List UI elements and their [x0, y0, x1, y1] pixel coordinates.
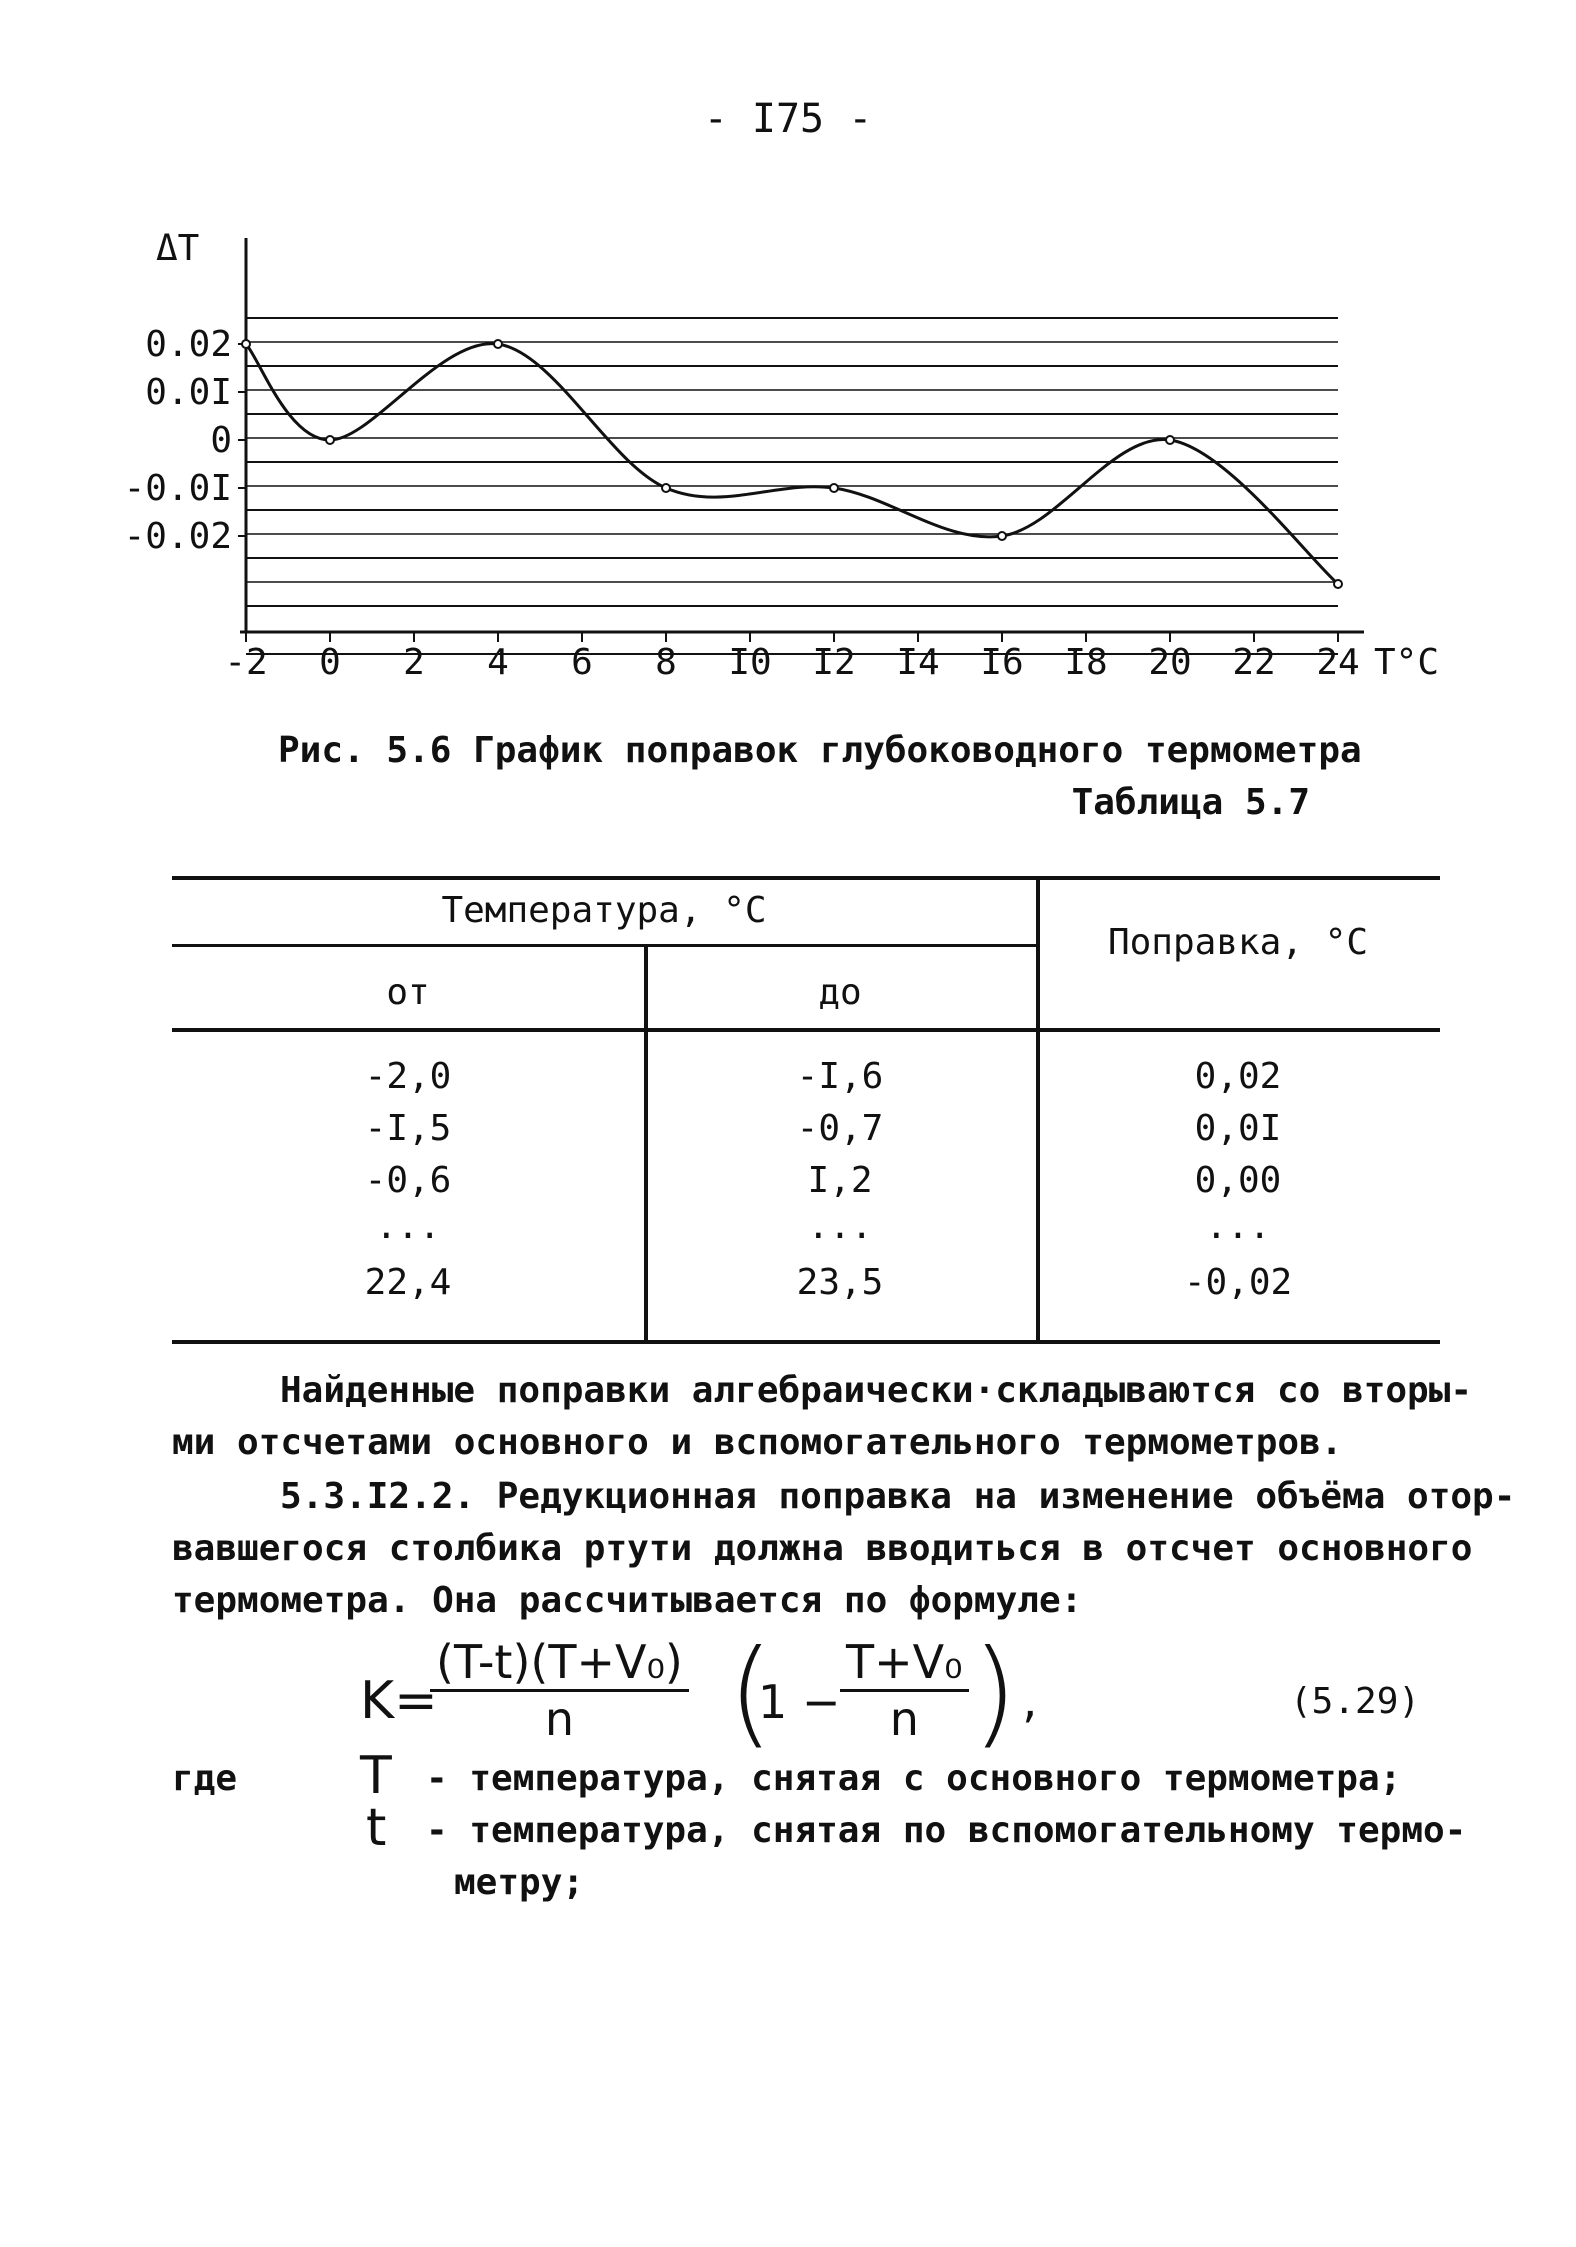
series-line — [246, 344, 1338, 584]
page-number: - I75 - — [703, 96, 873, 142]
table-cell: -I,6 — [796, 1056, 884, 1097]
symbol-T: T — [360, 1746, 392, 1806]
fraction-1 — [430, 1635, 689, 1746]
table-cell: 23,5 — [796, 1262, 884, 1303]
x-tick-label: 8 — [655, 642, 677, 683]
x-axis-label: T°C — [1374, 642, 1440, 683]
data-point — [242, 340, 250, 348]
definition-t-cont: метру; — [454, 1862, 585, 1903]
definition-t: - температура, снятая по вспомогательному термо- — [426, 1810, 1467, 1851]
correction-table — [172, 876, 1440, 1346]
x-tick-label: I6 — [980, 642, 1024, 683]
data-point — [830, 484, 838, 492]
data-point — [1334, 580, 1342, 588]
formula-5-29 — [360, 1625, 1440, 1765]
formula-one-minus: 1 − — [758, 1675, 841, 1729]
header-to: до — [818, 972, 862, 1013]
x-tick-label: I8 — [1064, 642, 1108, 683]
y-tick-label: -0.0I — [123, 468, 232, 509]
data-point — [1166, 436, 1174, 444]
x-axis-ticks — [224, 632, 1359, 683]
x-tick-label: -2 — [224, 642, 268, 683]
open-paren: ( — [728, 1625, 774, 1760]
table-cell: ... — [807, 1206, 873, 1247]
correction-chart — [0, 190, 1576, 710]
x-tick-label: 20 — [1148, 642, 1192, 683]
formula-lhs: K= — [360, 1671, 438, 1731]
header-temperature: Температура, °С — [441, 890, 767, 931]
table-cell: -0,6 — [364, 1160, 452, 1201]
table-cell: I,2 — [807, 1160, 873, 1201]
fraction-2-denominator: n — [889, 1692, 919, 1746]
table-cell: 0,02 — [1194, 1056, 1282, 1097]
fraction-1-numerator: (T-t)(T+V₀) — [430, 1635, 689, 1692]
y-tick-label: 0.02 — [145, 324, 232, 365]
table-cell: -0,02 — [1183, 1262, 1293, 1303]
table-cell: ... — [1205, 1206, 1271, 1247]
header-bottom-rule — [172, 1028, 1440, 1032]
x-tick-label: 2 — [403, 642, 425, 683]
fraction-1-denominator: n — [544, 1692, 574, 1746]
fraction-2-numerator: T+V₀ — [840, 1635, 969, 1692]
where-label: где — [172, 1758, 238, 1799]
header-from: от — [386, 972, 430, 1013]
header-correction: Поправка, °С — [1107, 922, 1369, 963]
close-paren: ) — [972, 1625, 1018, 1760]
table-cell: ... — [375, 1206, 441, 1247]
table-cell: -0,7 — [796, 1108, 884, 1149]
paragraph-line: ми отсчетами основного и вспомогательного термометров. — [172, 1422, 1343, 1463]
x-tick-label: 24 — [1316, 642, 1360, 683]
x-tick-label: 0 — [319, 642, 341, 683]
fraction-2 — [840, 1635, 969, 1746]
data-point — [998, 532, 1006, 540]
group-header-rule — [172, 944, 1036, 947]
y-axis-label: ΔT — [156, 228, 200, 269]
data-point — [662, 484, 670, 492]
table-cell: 22,4 — [364, 1262, 452, 1303]
x-tick-label: 4 — [487, 642, 509, 683]
figure-caption: Рис. 5.6 График поправок глубоководного термометра — [278, 730, 1362, 771]
x-tick-label: I2 — [812, 642, 856, 683]
x-tick-label: 22 — [1232, 642, 1276, 683]
y-tick-label: 0.0I — [145, 372, 232, 413]
table-cell: 0,0I — [1194, 1108, 1282, 1149]
y-tick-label: -0.02 — [123, 516, 232, 557]
paragraph-line: вавшегося столбика ртути должна вводиться в отсчет основного — [172, 1528, 1473, 1569]
table-cell: -2,0 — [364, 1056, 452, 1097]
table-top-rule — [172, 876, 1440, 880]
paragraph-line: термометра. Она рассчитывается по формуле: — [172, 1580, 1083, 1621]
paragraph-line: Найденные поправки алгебраически·складываются со вторы- — [280, 1370, 1473, 1411]
paragraph-line: 5.3.I2.2. Редукционная поправка на изменение объёма отор- — [280, 1476, 1516, 1517]
y-axis-ticks — [124, 324, 246, 557]
symbol-t: t — [366, 1798, 387, 1858]
data-points — [242, 340, 1342, 588]
x-tick-label: I4 — [896, 642, 940, 683]
x-tick-label: I0 — [728, 642, 772, 683]
chart-grid — [246, 318, 1338, 654]
definition-T: - температура, снятая с основного термометра; — [426, 1758, 1402, 1799]
table-cell: 0,00 — [1194, 1160, 1282, 1201]
data-point — [326, 436, 334, 444]
table-title: Таблица 5.7 — [1071, 782, 1310, 823]
formula-comma: , — [1018, 1681, 1043, 1727]
equation-number: (5.29) — [1290, 1681, 1421, 1722]
y-tick-label: 0 — [210, 420, 232, 461]
x-tick-label: 6 — [571, 642, 593, 683]
table-bottom-rule — [172, 1340, 1440, 1344]
data-point — [494, 340, 502, 348]
table-cell: -I,5 — [364, 1108, 452, 1149]
